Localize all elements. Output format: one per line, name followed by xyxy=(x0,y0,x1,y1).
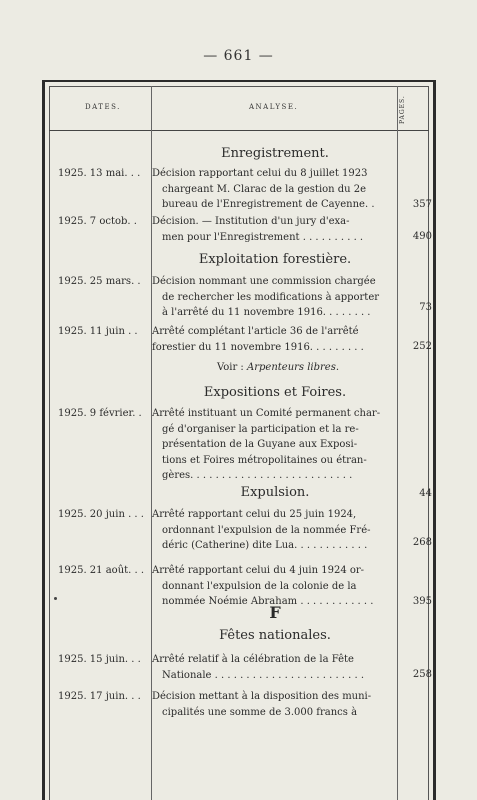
page-number: — 661 — xyxy=(203,48,274,64)
cross-reference-target: Arpenteurs libres. xyxy=(247,362,340,373)
entry-line: présentation de la Guyane aux Exposi- xyxy=(162,439,358,450)
entry-page: 490 xyxy=(412,231,432,242)
header-pages: PAGES. xyxy=(399,95,406,125)
entry-line: Arrêté rapportant celui du 4 juin 1924 or- xyxy=(152,565,365,576)
entry-date: 1925. 11 juin . . xyxy=(58,326,138,337)
entry-date: 1925. 15 juin. . . xyxy=(58,654,141,665)
entry-page: 258 xyxy=(412,669,432,680)
entry-text xyxy=(152,507,396,554)
cross-reference-prefix: Voir : xyxy=(216,362,244,373)
header-dates: DATES. xyxy=(85,103,121,111)
cross-reference xyxy=(158,362,398,373)
entry-line: Décision mettant à la disposition des muni- xyxy=(152,691,372,702)
entry-text xyxy=(152,214,396,245)
entry-date: 1925. 9 février. . xyxy=(58,408,142,419)
entry-line: Arrêté rapportant celui du 25 juin 1924, xyxy=(152,509,357,520)
entry-line: Arrêté instituant un Comité permanent char- xyxy=(152,408,381,419)
entry-line: Nationale . . . . . . . . . . . . . . . . . . . . . . . . xyxy=(162,669,365,681)
section-title: Expositions et Foires. xyxy=(203,385,347,400)
entry-date: 1925. 13 mai. . . xyxy=(58,168,141,179)
entry-text xyxy=(152,274,396,321)
entry-line: nommée Noémie Abraham . . . . . . . . . . . . xyxy=(162,596,374,607)
entry-text xyxy=(152,324,396,355)
entry-line: men pour l'Enregistrement . . . . . . . . . . xyxy=(162,231,364,243)
entry-page: 252 xyxy=(412,341,432,352)
entry-line: cipalités une somme de 3.000 francs à xyxy=(162,706,358,718)
entry-page: 395 xyxy=(412,596,432,607)
entry-date: 1925. 21 août. . . xyxy=(58,565,145,576)
entry-page: 44 xyxy=(419,488,432,499)
entry-line: Décision rapportant celui du 8 juillet 1923 xyxy=(152,168,368,179)
entry-line: déric (Catherine) dite Lua. . . . . . . . . . . . xyxy=(162,540,368,551)
section-title: Enregistrement. xyxy=(221,146,329,161)
header-analyse: ANALYSE. xyxy=(249,103,299,111)
section-title: Fêtes nationales. xyxy=(219,628,331,643)
entry-date: 1925. 25 mars. . xyxy=(58,276,141,287)
margin-dot xyxy=(54,597,57,600)
entry-line: Arrêté relatif à la célébration de la Fête xyxy=(152,654,354,665)
entry-line: de rechercher les modifications à apporter xyxy=(162,291,380,303)
entry-text xyxy=(152,166,396,213)
entry-line: bureau de l'Enregistrement de Cayenne. . xyxy=(162,199,375,210)
entry-line: gé d'organiser la participation et la re- xyxy=(162,423,359,435)
entry-text xyxy=(152,689,396,720)
entry-line: tions et Foires métropolitaines ou étran- xyxy=(162,454,367,466)
entry-line: ordonnant l'expulsion de la nommée Fré- xyxy=(162,524,371,536)
section-title: Expulsion. xyxy=(240,485,310,500)
entry-line: Décision. — Institution d'un jury d'exa- xyxy=(152,216,350,227)
entry-date: 1925. 17 juin. . . xyxy=(58,691,141,702)
entry-line: chargeant M. Clarac de la gestion du 2e xyxy=(162,183,367,195)
section-title: Exploitation forestière. xyxy=(198,252,352,267)
entry-text xyxy=(152,406,396,484)
entry-date: 1925. 7 octob. . xyxy=(58,216,137,227)
entry-line: à l'arrêté du 11 novembre 1916. . . . . . . . xyxy=(162,307,371,318)
entry-text xyxy=(152,652,396,683)
entry-line: forestier du 11 novembre 1916. . . . . . . . . xyxy=(152,341,364,353)
entry-page: 268 xyxy=(412,537,432,548)
entry-page: 73 xyxy=(419,302,432,313)
entry-line: Décision nommant une commission chargée xyxy=(152,276,376,287)
entry-line: Arrêté complétant l'article 36 de l'arrêté xyxy=(152,326,359,337)
entry-line: gères. . . . . . . . . . . . . . . . . . . . . . . . . . xyxy=(162,470,353,481)
letter-heading: F xyxy=(269,603,281,622)
entry-date: 1925. 20 juin . . . xyxy=(58,509,144,520)
entry-line: donnant l'expulsion de la colonie de la xyxy=(162,580,357,592)
entry-page: 357 xyxy=(412,199,432,210)
